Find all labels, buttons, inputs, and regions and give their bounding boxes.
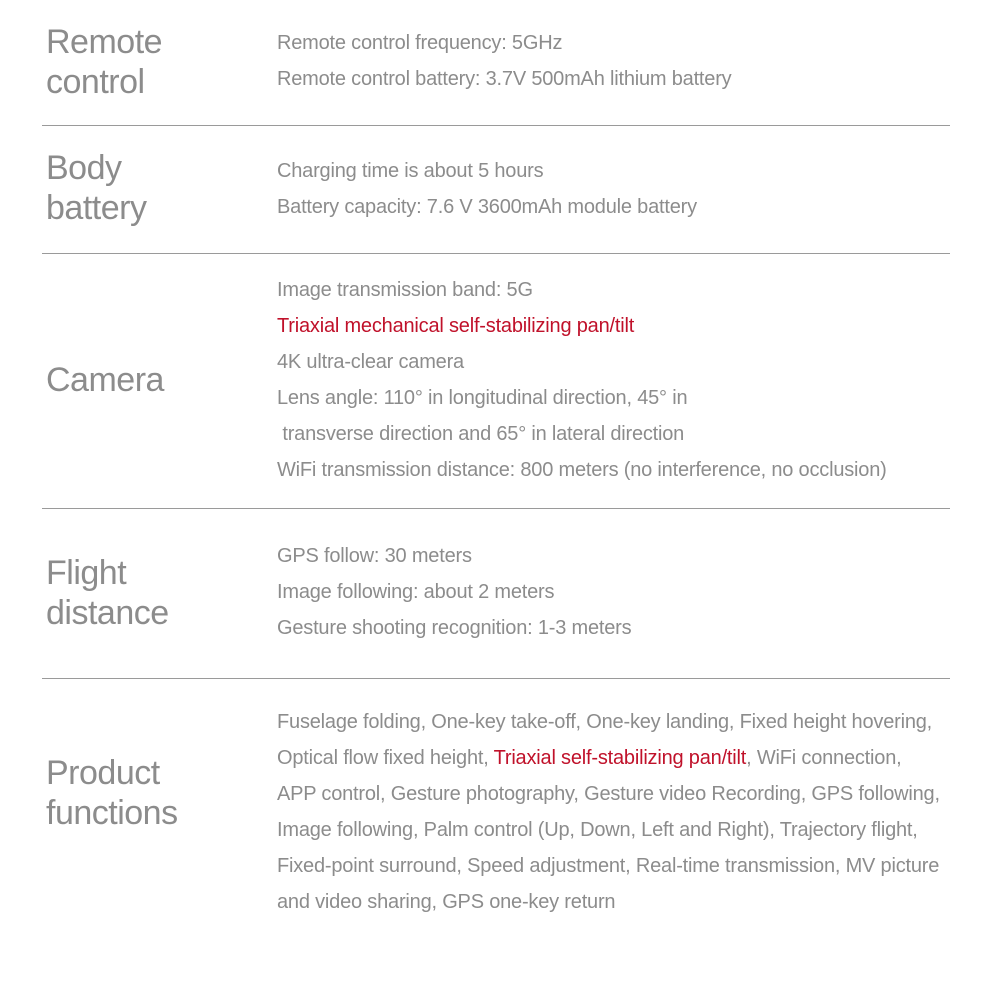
spec-table — [42, 0, 950, 1000]
section-label — [46, 22, 162, 102]
spec-line-highlight: Triaxial mechanical self-stabilizing pan/tilt — [277, 315, 635, 337]
spec-line: Fuselage folding, One-key take-off, One-key landing, Fixed height hovering, — [277, 711, 933, 733]
spec-line: GPS follow: 30 meters — [277, 545, 472, 567]
spec-text-highlight: Triaxial self-stabilizing pan/tilt — [493, 747, 747, 769]
section-label-line: Body — [46, 149, 122, 187]
spec-lines — [277, 704, 957, 920]
spec-line: Charging time is about 5 hours — [277, 160, 544, 182]
spec-line: Battery capacity: 7.6 V 3600mAh module battery — [277, 196, 697, 218]
spec-line: Image following, Palm control (Up, Down, Left and Right), Trajectory flight, — [277, 819, 918, 841]
spec-line: APP control, Gesture photography, Gesture video Recording, GPS following, — [277, 783, 940, 805]
section-label — [46, 148, 146, 228]
divider — [42, 125, 950, 126]
spec-line: Gesture shooting recognition: 1-3 meters — [277, 617, 632, 639]
divider — [42, 253, 950, 254]
divider — [42, 508, 950, 509]
section-label-line: Camera — [46, 361, 164, 399]
spec-line: Lens angle: 110° in longitudinal direction, 45° in — [277, 387, 688, 409]
spec-line: 4K ultra-clear camera — [277, 351, 464, 373]
spec-lines — [277, 153, 957, 225]
section-label-line: Remote — [46, 23, 163, 61]
section-label-line: control — [46, 63, 145, 101]
section-label — [46, 753, 178, 833]
section-label-line: distance — [46, 594, 169, 632]
spec-line-mixed — [277, 740, 957, 776]
spec-line: Fixed-point surround, Speed adjustment, Real-time transmission, MV picture — [277, 855, 940, 877]
spec-text: Optical flow fixed height, — [277, 747, 494, 769]
section-label-line: functions — [46, 794, 178, 832]
section-label-line: Product — [46, 754, 160, 792]
spec-line: transverse direction and 65° in lateral direction — [277, 423, 685, 445]
spec-line: Image following: about 2 meters — [277, 581, 555, 603]
section-label — [46, 553, 169, 633]
section-label-line: Flight — [46, 554, 127, 592]
spec-lines — [277, 25, 957, 97]
divider — [42, 678, 950, 679]
spec-lines — [277, 538, 957, 646]
spec-line: and video sharing, GPS one-key return — [277, 891, 616, 913]
spec-text: , WiFi connection, — [746, 747, 902, 769]
section-label — [46, 360, 164, 400]
spec-line: Remote control battery: 3.7V 500mAh lithium battery — [277, 68, 732, 90]
spec-line: WiFi transmission distance: 800 meters (no interference, no occlusion) — [277, 459, 887, 481]
spec-lines — [277, 272, 957, 488]
section-label-line: battery — [46, 189, 147, 227]
spec-line: Remote control frequency: 5GHz — [277, 32, 563, 54]
spec-line: Image transmission band: 5G — [277, 279, 533, 301]
